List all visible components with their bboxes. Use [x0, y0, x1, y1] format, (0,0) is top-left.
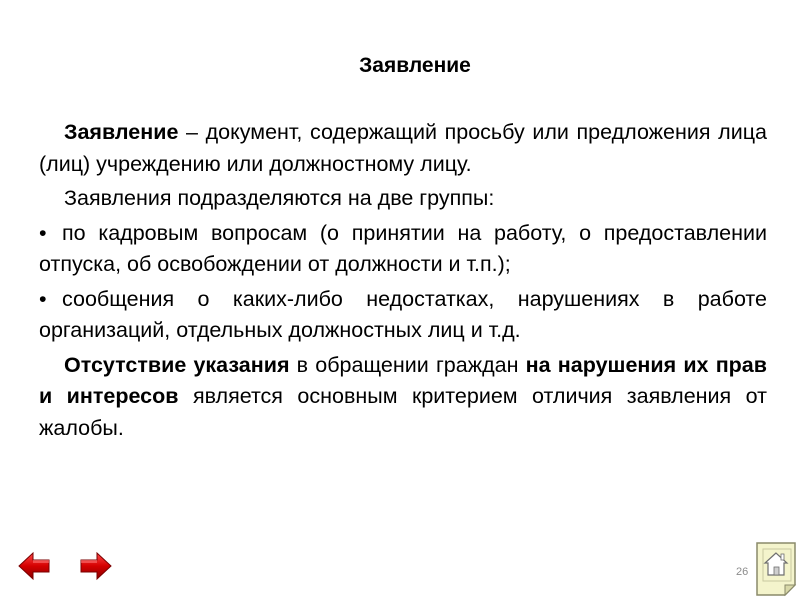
criterion-text-2: является основным критерием отличия заявления от жалобы. [39, 384, 767, 440]
term-bold: Заявление [64, 120, 179, 144]
groups-intro: Заявления подразделяются на две группы: [64, 186, 495, 210]
slide-title: Заявление [359, 54, 471, 77]
definition-text: – документ, содержащий просьбу или предложения лица (лиц) учреждению или должностному лицу. [39, 120, 767, 176]
slide-body [39, 117, 767, 447]
bullet-icon: • [39, 220, 47, 245]
arrow-right-icon [79, 550, 113, 582]
bullet-icon: • [39, 286, 47, 311]
arrow-left-icon [17, 550, 51, 582]
bullet-text-2: сообщения о каких-либо недостатках, нарушениях в работе организаций, отдельных должностных лиц и т.д. [39, 286, 767, 342]
home-button[interactable] [755, 541, 797, 597]
definition-paragraph [39, 117, 767, 180]
criterion-bold-1: Отсутствие указания [64, 352, 290, 377]
bullet-item-1 [39, 218, 767, 281]
bullet-item-2 [39, 284, 767, 347]
criterion-paragraph [39, 350, 767, 445]
slide-number: 26 [736, 566, 749, 578]
prev-slide-button[interactable] [17, 550, 51, 582]
criterion-text-1: в обращении граждан [289, 352, 526, 377]
home-icon [755, 541, 797, 597]
next-slide-button[interactable] [79, 550, 113, 582]
bullet-text-1: по кадровым вопросам (о принятии на работу, о предоставлении отпуска, об освобождении от должности и т.п.); [39, 220, 767, 276]
criterion-bold-2: на нарушения их прав и интересов [39, 352, 767, 408]
